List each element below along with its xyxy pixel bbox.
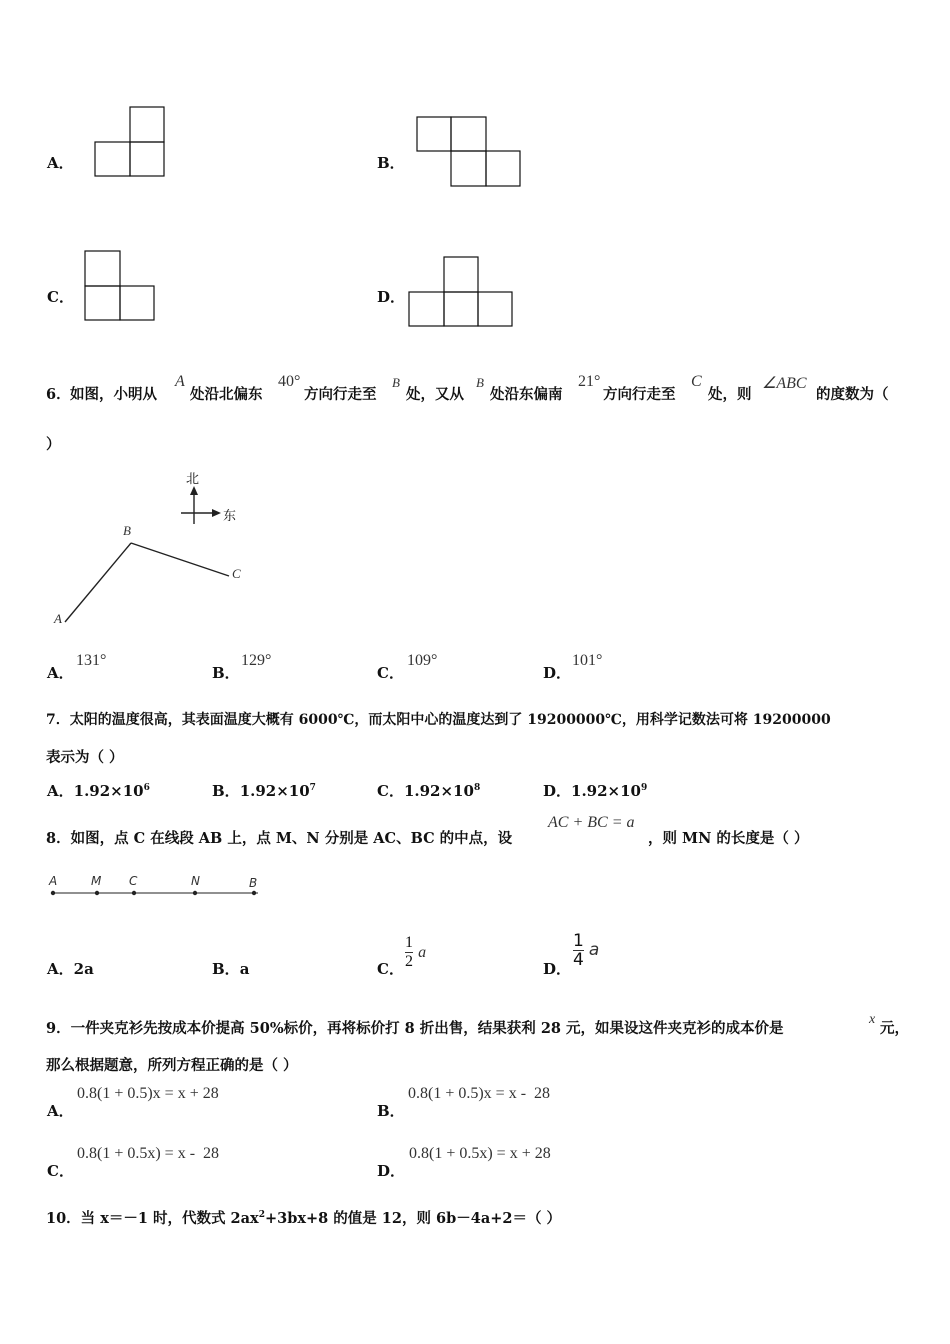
q9-option-b-letter: B． xyxy=(377,1102,405,1120)
q6-text: 处，又从 xyxy=(406,386,464,403)
q6-close-paren: ） xyxy=(46,436,61,453)
q6-option-a-value: 131° xyxy=(76,652,107,669)
q9-option-a-letter: A． xyxy=(47,1102,74,1120)
option-d-label: D． xyxy=(377,288,406,306)
q6-point-b: B xyxy=(392,375,400,390)
q6-option-c-letter: C． xyxy=(377,664,404,682)
point-a xyxy=(51,891,55,895)
q6-text: 处沿东偏南 xyxy=(490,386,563,403)
q6-option-b-value: 129° xyxy=(241,652,272,669)
q7-option-c: C．$1.92\times 10^8$ xyxy=(377,782,481,800)
q9-stem-line1: 9．一件夹克衫先按成本价提高 50%标价，再将标价打 8 折出售，结果获利 28 元，如果设这件夹克衫的成本价是 xyxy=(46,1020,784,1037)
q10-stem: 10．当 x＝－1 时，代数式 $2ax^2+3bx+8$ 的值是 12，则 6b－4a+2＝（ ） xyxy=(46,1210,562,1227)
q6-text: 处，则 xyxy=(708,386,752,403)
q9-option-c-equation: 0.8(1 + 0.5x) = x - 28 xyxy=(77,1145,220,1162)
q6-option-a-letter: A． xyxy=(47,664,74,682)
q6-option-d-letter: D． xyxy=(543,664,572,682)
q6-text: 方向行走至 xyxy=(603,386,676,403)
q6-option-b-letter: B． xyxy=(212,664,240,682)
q8-expression: AC + BC = a xyxy=(548,814,635,831)
q6-degree: 40° xyxy=(278,373,301,390)
q8-option-d-fraction: $\frac{1}{4}$ a xyxy=(573,931,600,970)
q8-option-c-fraction: $\frac{1}{2}$ a xyxy=(405,934,427,970)
q8-label-n: N xyxy=(191,874,200,888)
figure-label-c: C xyxy=(232,566,241,581)
compass-north-label: 北 xyxy=(186,472,200,487)
q8-option-c-letter: C． xyxy=(377,960,404,978)
option-c-label: C． xyxy=(47,288,74,306)
q9-option-c-letter: C． xyxy=(47,1162,74,1180)
q8-label-c: C xyxy=(129,874,138,888)
q6-text: 处沿北偏东 xyxy=(190,386,263,403)
q6-option-c-value: 109° xyxy=(407,652,438,669)
q9-variable: x xyxy=(869,1012,876,1027)
point-b xyxy=(252,891,256,895)
q8-label-a: A xyxy=(49,874,58,888)
figure-label-a: A xyxy=(54,611,62,626)
q8-label-m: M xyxy=(91,874,102,888)
q6-point-a: A xyxy=(175,373,185,390)
compass-east-label: 东 xyxy=(223,509,237,524)
q9-unit: 元， xyxy=(880,1020,909,1037)
q9-option-a-equation: 0.8(1 + 0.5)x = x + 28 xyxy=(77,1085,219,1102)
q6-number: 6． xyxy=(46,386,71,403)
point-n xyxy=(193,891,197,895)
q7-option-b: B．$1.92\times 10^7$ xyxy=(212,782,316,800)
q8-option-b: B．a xyxy=(212,960,250,978)
q8-label-b: B xyxy=(249,876,258,890)
point-m xyxy=(95,891,99,895)
q7-stem-line2: 表示为（ ） xyxy=(46,749,124,766)
figure-label-b: B xyxy=(123,523,131,538)
q8-option-a: A．2a xyxy=(47,960,94,978)
q9-stem-line2: 那么根据题意，所列方程正确的是（ ） xyxy=(46,1057,298,1074)
q9-option-d-letter: D． xyxy=(377,1162,406,1180)
q9-option-b-equation: 0.8(1 + 0.5)x = x - 28 xyxy=(408,1085,551,1102)
option-b-label: B． xyxy=(377,154,405,172)
q7-option-d: D．$1.92\times 10^9$ xyxy=(543,782,648,800)
q9-option-d-equation: 0.8(1 + 0.5x) = x + 28 xyxy=(409,1145,551,1162)
q8-stem: 8．如图，点 C 在线段 AB 上，点 M、N 分别是 AC、BC 的中点，设 xyxy=(46,830,513,847)
q6-text: 方向行走至 xyxy=(304,386,377,403)
q8-stem-end: ，则 MN 的长度是（ ） xyxy=(648,830,809,847)
q6-text: 的度数为（ xyxy=(816,386,889,403)
q7-stem-line1: 7．太阳的温度很高，其表面温度大概有 6000℃，而太阳中心的温度达到了 19200000℃，用科学记数法可将 19200000 xyxy=(46,712,831,728)
q6-option-d-value: 101° xyxy=(572,652,603,669)
q6-point-c: C xyxy=(691,373,702,390)
q6-angle: ∠ABC xyxy=(762,375,807,392)
q6-degree: 21° xyxy=(578,373,601,390)
point-c xyxy=(132,891,136,895)
q8-option-d-letter: D． xyxy=(543,960,572,978)
q7-option-a: A．$1.92\times 10^6$ xyxy=(47,782,150,800)
q6-point-b: B xyxy=(476,375,484,390)
option-a-label: A． xyxy=(47,154,74,172)
q6-text: 如图，小明从 xyxy=(70,386,157,403)
